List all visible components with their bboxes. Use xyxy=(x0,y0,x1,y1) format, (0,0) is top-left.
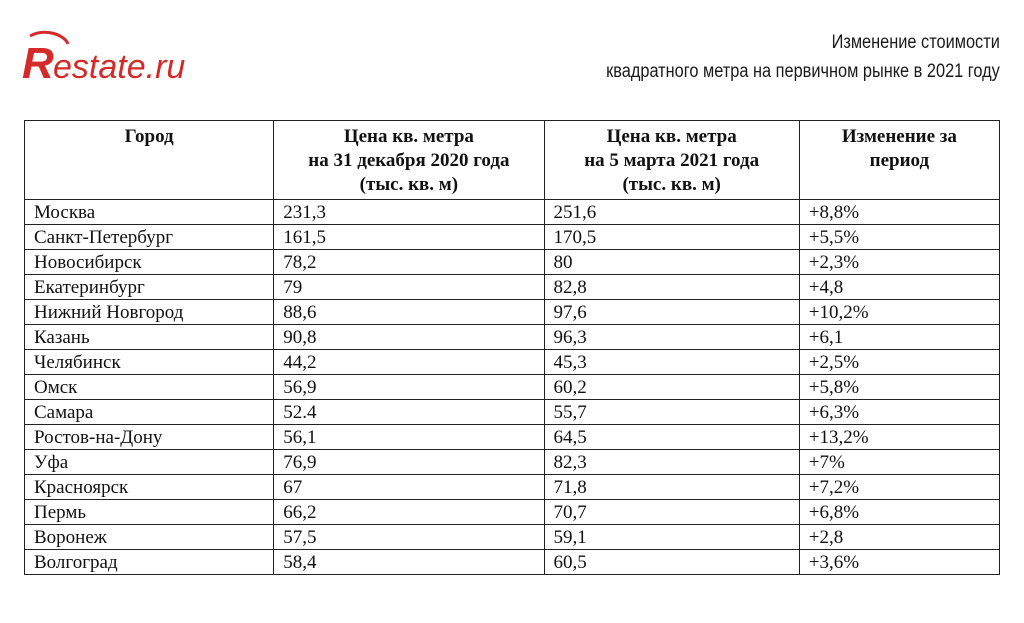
cell-city: Ростов-на-Дону xyxy=(25,425,274,450)
table-row xyxy=(25,475,1000,500)
cell-price-2021: 55,7 xyxy=(544,400,799,425)
cell-city: Омск xyxy=(25,375,274,400)
cell-price-2021: 60,5 xyxy=(544,550,799,575)
header-price-2020: Цена кв. метра на 31 декабря 2020 года (тыс. кв. м) xyxy=(274,121,544,200)
cell-price-2020: 52.4 xyxy=(274,400,544,425)
title-line-2: квадратного метра на первичном рынке в 2021 году xyxy=(606,61,1000,82)
cell-change: +7,2% xyxy=(799,475,999,500)
cell-price-2020: 161,5 xyxy=(274,225,544,250)
cell-city: Уфа xyxy=(25,450,274,475)
table-row xyxy=(25,500,1000,525)
cell-price-2021: 70,7 xyxy=(544,500,799,525)
cell-price-2021: 71,8 xyxy=(544,475,799,500)
cell-price-2021: 80 xyxy=(544,250,799,275)
cell-change: +2,3% xyxy=(799,250,999,275)
cell-price-2020: 79 xyxy=(274,275,544,300)
table-row xyxy=(25,450,1000,475)
cell-change: +6,8% xyxy=(799,500,999,525)
header-city: Город xyxy=(25,121,274,200)
cell-change: +2,5% xyxy=(799,350,999,375)
cell-price-2021: 82,8 xyxy=(544,275,799,300)
cell-price-2020: 88,6 xyxy=(274,300,544,325)
table-row xyxy=(25,525,1000,550)
cell-city: Москва xyxy=(25,200,274,225)
cell-city: Пермь xyxy=(25,500,274,525)
table-header-row xyxy=(25,121,1000,200)
table-row xyxy=(25,325,1000,350)
cell-change: +5,5% xyxy=(799,225,999,250)
table-row xyxy=(25,425,1000,450)
cell-change: +8,8% xyxy=(799,200,999,225)
cell-price-2021: 82,3 xyxy=(544,450,799,475)
cell-price-2020: 231,3 xyxy=(274,200,544,225)
cell-city: Красноярск xyxy=(25,475,274,500)
logo-rest: estate.ru xyxy=(53,48,186,86)
title-line-1: Изменение стоимости xyxy=(831,32,1000,53)
cell-price-2020: 67 xyxy=(274,475,544,500)
table-row xyxy=(25,375,1000,400)
cell-price-2021: 59,1 xyxy=(544,525,799,550)
cell-price-2021: 170,5 xyxy=(544,225,799,250)
cell-price-2020: 58,4 xyxy=(274,550,544,575)
cell-city: Челябинск xyxy=(25,350,274,375)
page-title xyxy=(606,28,1000,86)
restate-logo xyxy=(20,30,220,90)
restate-logo-image xyxy=(20,30,220,90)
table-row xyxy=(25,275,1000,300)
table-row xyxy=(25,225,1000,250)
price-table xyxy=(24,120,1000,575)
table-row xyxy=(25,200,1000,225)
cell-price-2020: 66,2 xyxy=(274,500,544,525)
table-row xyxy=(25,350,1000,375)
cell-price-2020: 56,1 xyxy=(274,425,544,450)
header-price-2021: Цена кв. метра на 5 марта 2021 года (тыс. кв. м) xyxy=(544,121,799,200)
cell-price-2020: 57,5 xyxy=(274,525,544,550)
header-change: Изменение за период xyxy=(799,121,999,200)
cell-price-2021: 96,3 xyxy=(544,325,799,350)
cell-change: +2,8 xyxy=(799,525,999,550)
cell-change: +4,8 xyxy=(799,275,999,300)
cell-price-2021: 251,6 xyxy=(544,200,799,225)
cell-price-2020: 56,9 xyxy=(274,375,544,400)
cell-price-2020: 76,9 xyxy=(274,450,544,475)
cell-city: Екатеринбург xyxy=(25,275,274,300)
cell-price-2020: 90,8 xyxy=(274,325,544,350)
cell-price-2021: 45,3 xyxy=(544,350,799,375)
cell-price-2020: 78,2 xyxy=(274,250,544,275)
table-row xyxy=(25,300,1000,325)
cell-change: +3,6% xyxy=(799,550,999,575)
cell-city: Казань xyxy=(25,325,274,350)
cell-city: Самара xyxy=(25,400,274,425)
cell-price-2021: 97,6 xyxy=(544,300,799,325)
cell-change: +5,8% xyxy=(799,375,999,400)
table-row xyxy=(25,400,1000,425)
cell-change: +7% xyxy=(799,450,999,475)
cell-change: +10,2% xyxy=(799,300,999,325)
cell-city: Санкт-Петербург xyxy=(25,225,274,250)
cell-change: +6,1 xyxy=(799,325,999,350)
cell-price-2021: 64,5 xyxy=(544,425,799,450)
cell-city: Нижний Новгород xyxy=(25,300,274,325)
cell-change: +6,3% xyxy=(799,400,999,425)
logo-letter: R xyxy=(22,39,54,88)
cell-price-2020: 44,2 xyxy=(274,350,544,375)
table-row xyxy=(25,550,1000,575)
cell-city: Новосибирск xyxy=(25,250,274,275)
cell-price-2021: 60,2 xyxy=(544,375,799,400)
cell-city: Воронеж xyxy=(25,525,274,550)
cell-city: Волгоград xyxy=(25,550,274,575)
table-row xyxy=(25,250,1000,275)
cell-change: +13,2% xyxy=(799,425,999,450)
